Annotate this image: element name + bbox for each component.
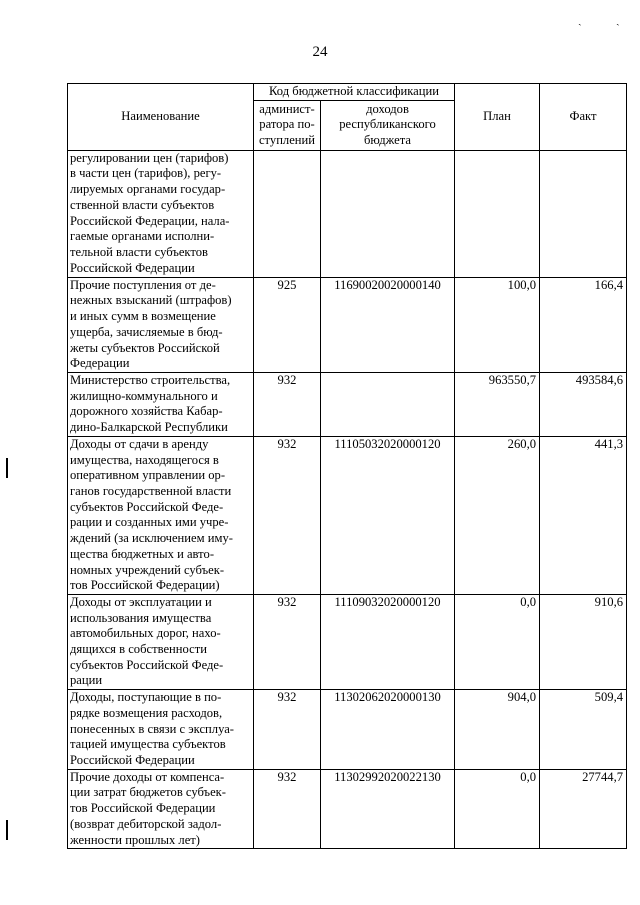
row-admin-code-cell: 925 xyxy=(254,277,321,372)
scan-artifact: ˏ xyxy=(578,14,582,26)
row-admin-code-cell: 932 xyxy=(254,436,321,594)
table-row xyxy=(68,769,627,849)
row-name-cell: Прочие доходы от компенса- ции затрат бюджетов субъек- тов Российской Федерации (возврат дебиторской задол- женности прошлых лет) xyxy=(68,769,254,849)
row-name-cell: Прочие поступления от де- нежных взысканий (штрафов) и иных сумм в возмещение ущерба, зачисляемые в бюд- жеты субъектов Российской Федерации xyxy=(68,277,254,372)
row-plan-cell xyxy=(455,150,540,277)
table-body xyxy=(68,150,627,849)
row-income-code-cell: 11302992020022130 xyxy=(321,769,455,849)
row-name-cell: Министерство строительства, жилищно-коммунального и дорожного хозяйства Кабар- дино-Балкарской Республики xyxy=(68,372,254,436)
scan-margin-mark xyxy=(6,458,8,478)
header-admin-code: админист- ратора по- ступлений xyxy=(254,100,321,150)
header-code-group: Код бюджетной классификации xyxy=(254,84,455,101)
row-fact-cell: 27744,7 xyxy=(540,769,627,849)
row-name-cell: Доходы, поступающие в по- рядке возмещения расходов, понесенных в связи с эксплуа- тацией имущества субъектов Российской Федерации xyxy=(68,690,254,770)
table-row xyxy=(68,277,627,372)
header-plan: План xyxy=(455,84,540,151)
row-admin-code-cell: 932 xyxy=(254,594,321,689)
row-fact-cell: 166,4 xyxy=(540,277,627,372)
row-fact-cell xyxy=(540,150,627,277)
row-name-cell: Доходы от эксплуатации и использования имущества автомобильных дорог, нахо- дящихся в собственности субъектов Российской Феде- рации xyxy=(68,594,254,689)
row-fact-cell: 493584,6 xyxy=(540,372,627,436)
row-admin-code-cell: 932 xyxy=(254,769,321,849)
header-name: Наименование xyxy=(68,84,254,151)
row-fact-cell: 441,3 xyxy=(540,436,627,594)
row-admin-code-cell: 932 xyxy=(254,690,321,770)
header-fact: Факт xyxy=(540,84,627,151)
row-plan-cell: 904,0 xyxy=(455,690,540,770)
header-income-code: доходов республиканского бюджета xyxy=(321,100,455,150)
row-income-code-cell: 11302062020000130 xyxy=(321,690,455,770)
row-name-cell: Доходы от сдачи в аренду имущества, находящегося в оперативном управлении ор- ганов государственной власти субъектов Российской Феде- рации и созданных ими учре- ждений (за исключением иму- щества бюджетных и авто- номных учреждений субъек- тов Российской Федерации) xyxy=(68,436,254,594)
row-income-code-cell: 11109032020000120 xyxy=(321,594,455,689)
page-number: 24 xyxy=(312,44,328,60)
row-income-code-cell: 11105032020000120 xyxy=(321,436,455,594)
table-row xyxy=(68,436,627,594)
table-row xyxy=(68,594,627,689)
table-row xyxy=(68,690,627,770)
row-income-code-cell xyxy=(321,150,455,277)
table-row xyxy=(68,150,627,277)
row-plan-cell: 0,0 xyxy=(455,769,540,849)
row-name-cell: регулировании цен (тарифов) в части цен (тарифов), регу- лируемых органами государ- ственной власти субъектов Российской Федерации, нала- гаемые органами исполни- тельной власти субъектов Российской Федерации xyxy=(68,150,254,277)
row-plan-cell: 100,0 xyxy=(455,277,540,372)
row-plan-cell: 0,0 xyxy=(455,594,540,689)
row-income-code-cell: 11690020020000140 xyxy=(321,277,455,372)
scan-margin-mark xyxy=(6,820,8,840)
row-admin-code-cell xyxy=(254,150,321,277)
scan-artifact: ˎ xyxy=(616,14,620,26)
row-plan-cell: 963550,7 xyxy=(455,372,540,436)
row-plan-cell: 260,0 xyxy=(455,436,540,594)
table-row xyxy=(68,372,627,436)
row-fact-cell: 910,6 xyxy=(540,594,627,689)
row-fact-cell: 509,4 xyxy=(540,690,627,770)
row-admin-code-cell: 932 xyxy=(254,372,321,436)
budget-table xyxy=(67,83,627,849)
row-income-code-cell xyxy=(321,372,455,436)
